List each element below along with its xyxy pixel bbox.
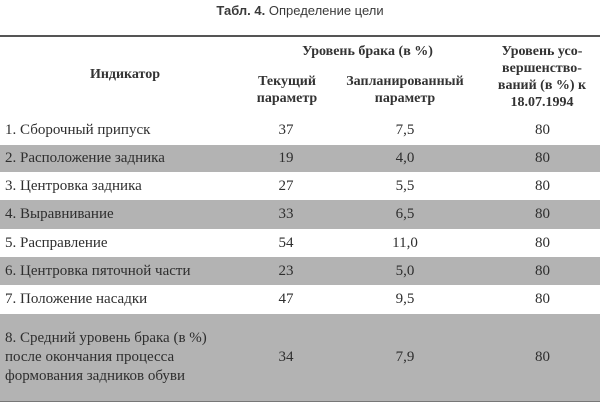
row-planned: 6,5 [395, 206, 415, 222]
row-name: 7. Положение насадки [5, 291, 148, 307]
row-current: 47 [278, 291, 294, 307]
row-improvement: 80 [535, 150, 550, 166]
row-current: 34 [278, 349, 294, 365]
row-improvement: 80 [535, 206, 550, 222]
table-row [0, 200, 600, 229]
row-name: 5. Расправление [5, 234, 108, 251]
table-row [0, 285, 600, 314]
row-planned: 7,5 [395, 122, 415, 138]
row-current: 37 [278, 122, 294, 138]
row-planned: 7,9 [395, 349, 415, 365]
table-top-rule [0, 35, 600, 37]
caption-number: Табл. 4. [216, 3, 266, 18]
row-current: 27 [278, 177, 294, 194]
table-row [0, 172, 600, 200]
row-improvement: 80 [535, 122, 550, 138]
row-current: 19 [278, 150, 294, 166]
header-planned: Запланированный параметр [346, 74, 464, 106]
row-improvement: 80 [535, 262, 550, 279]
table-row [0, 229, 600, 257]
caption-text: Определение цели [265, 3, 384, 18]
table-row [0, 116, 600, 145]
row-planned: 5,0 [395, 262, 415, 279]
row-improvement: 80 [535, 177, 550, 194]
row-planned: 11,0 [392, 234, 418, 251]
row-name: 8. Средний уровень брака (в %) после окончания процесса формования задников обуви [5, 330, 207, 384]
header-current: Текущий параметр [256, 74, 318, 106]
row-improvement: 80 [535, 349, 550, 365]
header-defect-level: Уровень брака (в %) [302, 44, 433, 59]
row-name: 1. Сборочный припуск [5, 122, 151, 138]
table-caption [0, 0, 600, 24]
header-improvement: Уровень усо-вершенство-ваний (в %) к 18.07.1994 [497, 44, 587, 110]
row-planned: 4,0 [395, 150, 415, 166]
table-row [0, 257, 600, 285]
row-improvement: 80 [535, 291, 550, 307]
row-current: 33 [278, 206, 294, 222]
table-row [0, 145, 600, 172]
row-planned: 5,5 [395, 177, 415, 194]
row-current: 54 [278, 234, 294, 251]
row-name: 4. Выравнивание [5, 206, 114, 222]
row-name: 3. Центровка задника [5, 177, 142, 194]
row-improvement: 80 [535, 234, 550, 251]
row-planned: 9,5 [395, 291, 415, 307]
row-current: 23 [278, 262, 294, 279]
row-name: 6. Центровка пяточной части [5, 262, 191, 279]
header-indicator: Индикатор [89, 67, 161, 82]
row-name: 2. Расположение задника [5, 150, 165, 166]
table-row [0, 314, 600, 401]
